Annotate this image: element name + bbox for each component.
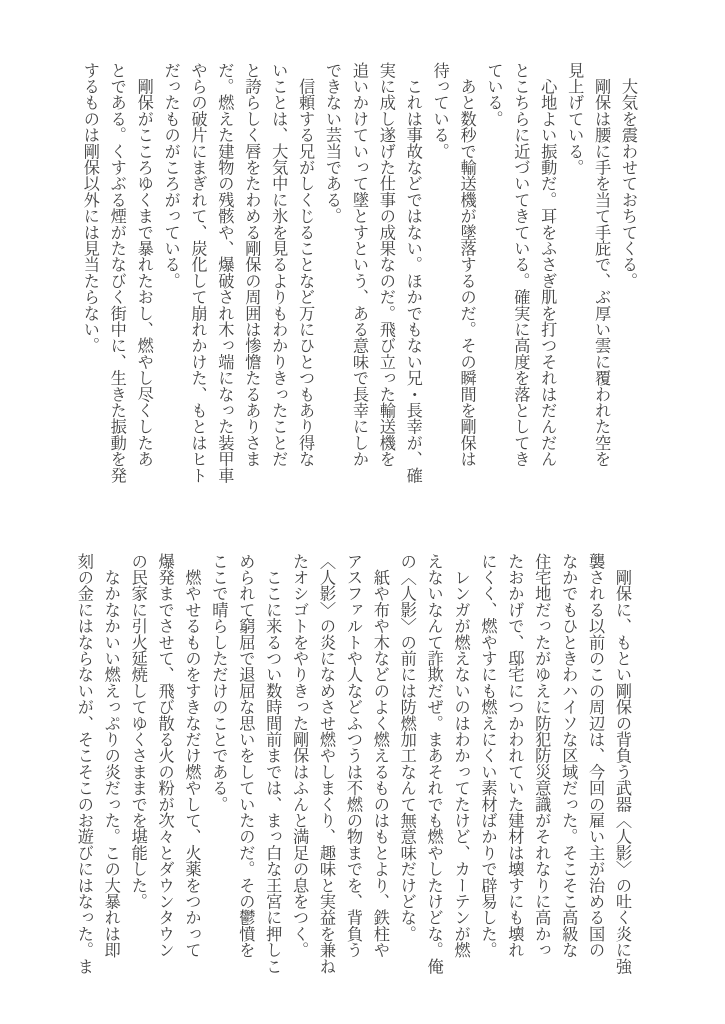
text-line: 襲される以前のこの周辺は、今回の雇い主が治める国の	[586, 553, 606, 958]
text-line: 心地よい振動だ。耳をふさぎ肌を打つそれはだんだん	[538, 62, 558, 467]
text-line: 実に成し遂げた仕事の成果なのだ。飛び立った輸送機を	[376, 62, 396, 467]
text-line: レンガが燃えないのはわかってたけど、カーテンが燃	[451, 553, 471, 958]
text-line: 刻の金にはならないが、そこそこのお遊びにはなった。ま	[74, 553, 94, 975]
text-line: 追いかけていって墜とすという、ある意味で長幸にしか	[349, 62, 369, 467]
text-line: にくく、燃やすにも燃えにくい素材ばかりで辟易した。	[478, 553, 498, 958]
text-line: 待っている。	[430, 62, 450, 160]
text-line: の民家に引火延焼してゆくさままでを堪能した。	[128, 553, 148, 910]
text-line: 住宅地だったがゆえに防犯防災意識がそれなりに高かっ	[532, 553, 552, 958]
text-line: 爆発までさせて、飛び散る火の粉が次々とダウンタウン	[155, 553, 175, 958]
text-line: たおかげで、邸宅につかわれていた建材は壊すにも壊れ	[505, 553, 525, 958]
text-line: 〈人影〉の炎になめさせ燃やしまくり、趣味と実益を兼ね	[317, 553, 337, 975]
text-line: いことは、大気中に氷を見るよりもわかりきったことだ	[269, 62, 289, 467]
text-line: ここに来るつい数時間前までは、まっ白な王宮に押しこ	[263, 553, 283, 975]
text-line: ている。	[484, 62, 504, 127]
text-line: えないなんて詐欺だぜ。まあそれでも燃やしたけどな。俺	[424, 553, 444, 975]
text-line: なかなかいい燃えっぷりの炎だった。この大暴れは即	[101, 553, 121, 958]
text-line: 剛保は腰に手を当て手庇で、ぶ厚い雲に覆われた空を	[592, 62, 612, 467]
text-line: これは事故などではない。ほかでもない兄・長幸が、確	[403, 62, 423, 484]
bottom-text-block	[70, 553, 635, 989]
text-line: められて窮屈で退屈な思いをしていたのだ。その鬱憤を	[236, 553, 256, 958]
text-line: できない芸当である。	[323, 62, 343, 224]
text-line: とである。くすぶる煙がたなびく街中に、生きた振動を発	[107, 62, 127, 484]
text-line: 見上げている。	[565, 62, 585, 176]
text-line: やらの破片にまぎれて、炭化して崩れかけた、もとはヒト	[188, 62, 208, 484]
text-line: 大気を震わせておちてくる。	[619, 62, 638, 289]
text-line: たオシゴトをやりきった剛保はふんと満足の息をつく。	[290, 553, 310, 958]
text-line: だったものがころがっている。	[161, 62, 181, 289]
top-text-block	[76, 62, 641, 498]
text-line: アスファルトや人などふつうは不燃の物までを、背負う	[343, 553, 363, 958]
text-line: 紙や布や木などのよく燃えるものはもとより、鉄柱や	[370, 553, 390, 958]
text-line: だ。燃えた建物の残骸や、爆破され木っ端になった装甲車	[215, 62, 235, 484]
text-line: 剛保に、もとい剛保の背負う武器〈人影〉の吐く炎に強	[613, 553, 632, 975]
text-line: とこちらに近づいてきている。確実に高度を落としてき	[511, 62, 531, 467]
text-line: なかでもひときわハイソな区域だった。そこそこ高級な	[559, 553, 579, 958]
text-line: の〈人影〉の前には防燃加工なんて無意味だけどな。	[397, 553, 417, 942]
text-line: 燃やせるものをすきなだけ燃やして、火薬をつかって	[182, 553, 202, 958]
text-line: と誇らしく唇をたわめる剛保の周囲は惨憺たるありさま	[242, 62, 262, 467]
text-line: あと数秒で輸送機が墜落するのだ。その瞬間を剛保は	[457, 62, 477, 467]
text-line: 信頼する兄がしくじることなど万にひとつもあり得な	[296, 62, 316, 467]
text-line: ここで晴らしただけのことである。	[209, 553, 229, 813]
text-line: 剛保がこころゆくまで暴れたおし、燃やし尽くしたあ	[134, 62, 154, 467]
text-line: するものは剛保以外には見当たらない。	[80, 62, 100, 354]
